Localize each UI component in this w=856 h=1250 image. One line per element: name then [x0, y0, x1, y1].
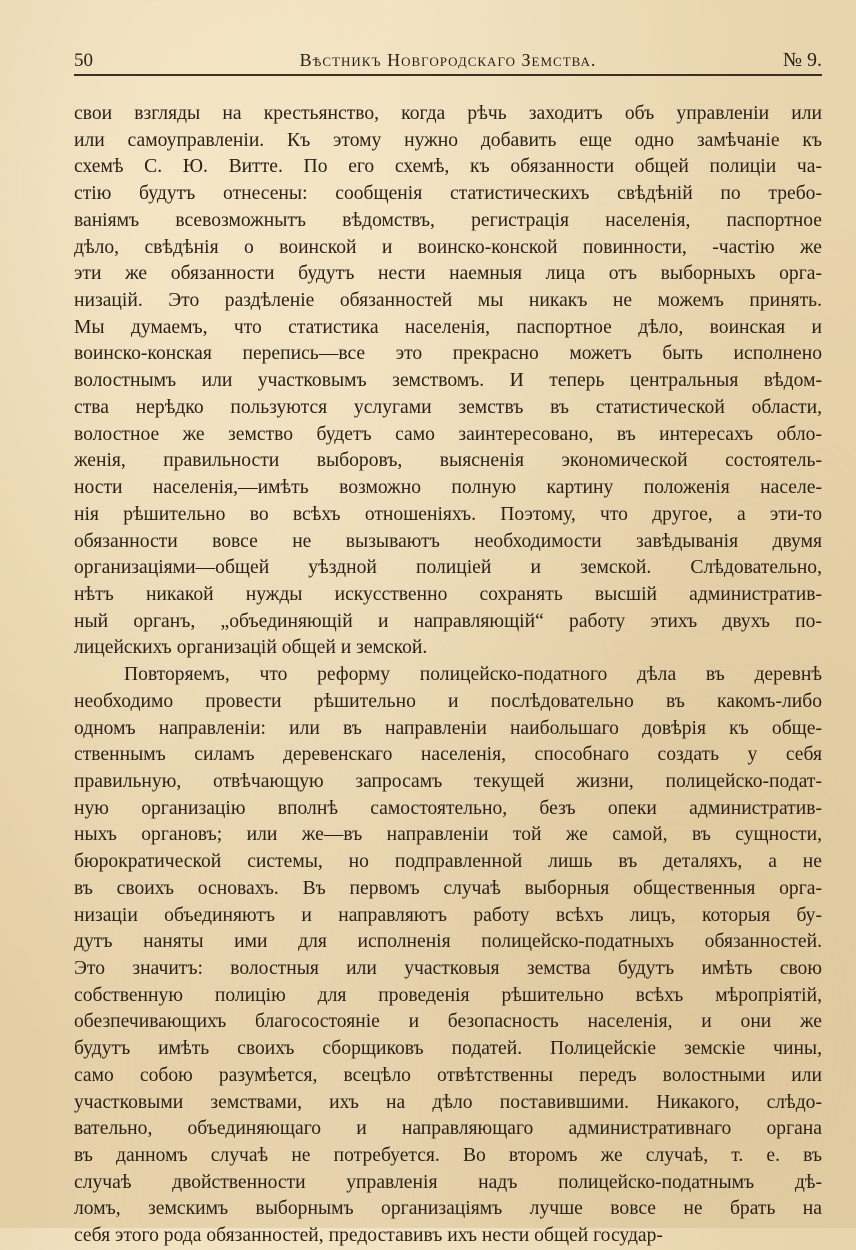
text-line: само собою разумѣется, всецѣло отвѣтственны передъ волостными или	[74, 1064, 822, 1086]
text-line: Это значитъ: волостныя или участковыя земства будутъ имѣть свою	[74, 958, 822, 979]
text-line: Повторяемъ, что реформу полицейско-податного дѣла въ деревнѣ	[124, 664, 822, 686]
article-text	[74, 101, 822, 1250]
text-line: дѣло, свѣдѣнія о воинской и воинско-конской повинности, -частію же	[74, 236, 822, 258]
journal-title: Вѣстникъ Новгородскаго Земства.	[299, 50, 597, 70]
text-line: низацій. Это раздѣленіе обязанностей мы никакъ не можемъ принять.	[74, 290, 822, 312]
text-line: случаѣ двойственности управленія надъ полицейско-податнымъ дѣ-	[74, 1171, 822, 1193]
text-line: ственнымъ силамъ деревенскаго населенія, способнаго создать у себя	[74, 744, 822, 766]
text-line: бюрократической системы, но подправленной лишь въ деталяхъ, а не	[74, 851, 822, 873]
text-line: воинско-конская перепись—все это прекрасно можетъ быть исполнено	[74, 343, 822, 365]
text-line: будутъ имѣть своихъ сборщиковъ податей. Полицейскіе земскіе чины,	[74, 1038, 822, 1060]
text-line: ный органъ, „объединяющій и направляющій“ работу этихъ двухъ по-	[74, 610, 822, 632]
text-line: правильную, отвѣчающую запросамъ текущей жизни, полицейско-подат-	[74, 770, 822, 792]
text-line: въ данномъ случаѣ не потребуется. Во второмъ же случаѣ, т. е. въ	[74, 1145, 822, 1167]
text-line: ломъ, земскимъ выборнымъ организаціямъ лучше вовсе не брать на	[74, 1198, 822, 1220]
text-line: нія рѣшительно во всѣхъ отношеніяхъ. Поэтому, что другое, а эти-то	[74, 503, 822, 525]
text-line: ваніямъ всевозможнытъ вѣдомствъ, регистрація населенія, паспортное	[74, 209, 822, 231]
text-line: схемѣ С. Ю. Витте. По его схемѣ, къ обязанности общей полиціи ча-	[74, 156, 822, 178]
text-line: обязанности вовсе не вызываютъ необходимости завѣдыванія двумя	[74, 530, 822, 552]
text-line: вательно, объединяющаго и направляющаго административнаго органа	[74, 1118, 822, 1140]
text-line: ности населенія,—имѣть возможно полную картину положенія населе-	[74, 477, 822, 499]
text-line: свои взгляды на крестьянство, когда рѣчь заходитъ объ управленіи или	[74, 103, 822, 124]
text-line: волостное же земство будетъ само заинтересовано, въ интересахъ обло-	[74, 423, 822, 445]
page-number: 50	[74, 50, 93, 71]
text-line: ную организацію вполнѣ самостоятельно, безъ опеки административ-	[74, 797, 822, 819]
text-line: одномъ направленіи: или въ направленіи наибольшаго довѣрія къ обще-	[74, 717, 822, 739]
text-line: женія, правильности выборовъ, выясненія экономической состоятель-	[74, 450, 822, 472]
text-line: необходимо провести рѣшительно и послѣдовательно въ какомъ-либо	[74, 690, 822, 712]
issue-number: № 9.	[782, 49, 822, 71]
text-line: стію будутъ отнесены: сообщенія статистическихъ свѣдѣній по требо-	[74, 183, 822, 205]
text-line: въ своихъ основахъ. Въ первомъ случаѣ выборныя общественныя орга-	[74, 877, 822, 899]
text-line: обезпечивающихъ благосостояніе и безопасность населенія, и они же	[74, 1011, 822, 1033]
text-line: участковыми земствами, ихъ на дѣло поставившими. Никакого, слѣдо-	[74, 1091, 822, 1113]
text-line: собственную полицію для проведенія рѣшительно всѣхъ мѣропріятій,	[74, 984, 822, 1006]
text-line: организаціями—общей уѣздной полиціей и земской. Слѣдовательно,	[74, 557, 822, 579]
text-line: эти же обязанности будутъ нести наемныя лица отъ выборныхъ орга-	[74, 263, 822, 285]
text-line: волостнымъ или участковымъ земствомъ. И теперь центральныя вѣдом-	[74, 370, 822, 392]
page-header	[74, 46, 822, 76]
text-line: низаціи объединяютъ и направляютъ работу всѣхъ лицъ, которыя бу-	[74, 904, 822, 926]
text-line: лицейскихъ организацій общей и земской.	[74, 637, 428, 659]
text-line: дутъ наняты ими для исполненія полицейско-податныхъ обязанностей.	[74, 931, 822, 953]
text-line: ныхъ органовъ; или же—въ направленіи той же самой, въ сущности,	[74, 824, 822, 846]
text-line: Мы думаемъ, что статистика населенія, паспортное дѣло, воинская и	[74, 316, 822, 338]
text-line: или самоуправленіи. Къ этому нужно добавить еще одно замѣчаніе къ	[74, 129, 822, 151]
text-line: ства нерѣдко пользуются услугами земствъ въ статистической области,	[74, 396, 822, 418]
text-line: себя этого рода обязанностей, предоставивъ ихъ нести общей государ-	[74, 1225, 663, 1247]
text-line: нѣтъ никакой нужды искусственно сохранять высшій административ-	[74, 583, 822, 605]
